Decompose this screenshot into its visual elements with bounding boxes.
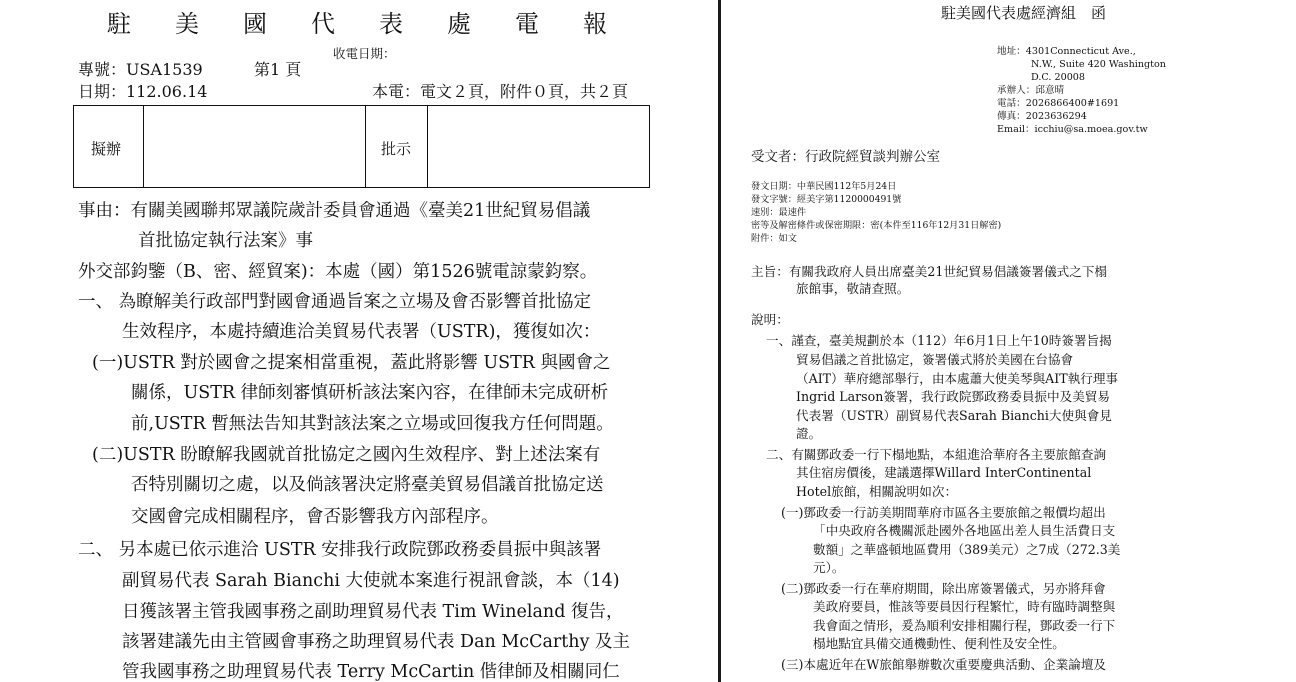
letter-line: (二)鄧政委一行在華府期間，除出席簽署儀式，另亦將拜會 [781,581,1106,596]
letter-line: Hotel旅館，相關說明如次： [796,484,958,499]
letter-line: 二、有關鄧政委一行下榻地點，本組進洽華府各主要旅館查詢 [766,447,1107,462]
letter-line: (三)本處近年在W旅館舉辦數次重要慶典活動、企業論壇及 [781,657,1107,672]
telegram-serial: 專號：USA1539 [78,60,203,79]
address-line: N.W., Suite 420 Washington [1031,59,1166,70]
body-line: 交國會完成相關程序，會否影響我方內部程序。 [131,507,499,527]
letter-line: 我會面之情形，爰為順利安排相關行程，鄧政委一行下 [813,618,1116,633]
letter-line: 「中央政府各機關派赴國外各地區出差人員生活費日支 [813,523,1116,538]
letter-line: 證。 [796,426,822,441]
body-line: 否特別關切之處，以及倘該署決定將臺美貿易倡議首批協定送 [131,475,604,495]
telegram-page-count: 本電：電文２頁，附件０頁，共２頁 [372,82,629,101]
approve-label: 批示 [381,140,412,158]
draft-label: 擬辦 [91,140,122,158]
fax: 傳真：2023636294 [997,111,1087,122]
email: Email：icchiu@sa.moea.gov.tw [997,124,1148,135]
body-line: 副貿易代表 Sarah Bianchi 大使就本案進行視訊會談，本（14) [122,571,620,591]
address-line: D.C. 20008 [1031,72,1086,83]
letter-line: 主旨：有關我政府人員出席臺美21世紀貿易倡議簽署儀式之下榻 [751,264,1108,279]
letter-line: （AIT）華府總部舉行，由本處蕭大使美琴與AIT執行理事 [796,371,1119,386]
body-line: 管我國事務之助理貿易代表 Terry McCartin 偕律師及相關同仁 [122,662,620,682]
letter-title: 駐美國代表處經濟組 函 [940,4,1106,22]
address-line: 地址：4301Connecticut Ave., [997,46,1136,57]
recipient: 受文者：行政院經貿談判辦公室 [751,149,940,165]
letter-line: 其住宿房價後，建議選擇Willard InterContinental [796,465,1092,480]
meta-line: 發文日期：中華民國112年5月24日 [751,181,897,192]
letter-line: 榻地點宜具備交通機動性、便利性及安全性。 [813,636,1065,651]
body-line: 生效程序，本處持續進洽美貿易代表署（USTR)，獲復如次： [122,322,601,342]
body-line: 關係，USTR 律師刻審慎研析該法案內容，在律師未完成研析 [131,383,609,403]
body-line: (二)USTR 盼瞭解我國就首批協定之國內生效程序、對上述法案有 [92,445,601,465]
contact-person: 承辦人：邱意晴 [997,85,1065,96]
meta-line: 密等及解密條件或保密期限：密(本件至116年12月31日解密) [751,220,1002,231]
body-line: 日獲該署主管我國事務之副助理貿易代表 Tim Wineland 復告， [122,602,624,622]
body-line: 外交部鈞鑒（B、密、經貿案)：本處（國）第1526號電諒蒙鈞察。 [78,262,598,282]
body-line: 二、 另本處已依示進洽 USTR 安排我行政院鄧政務委員振中與該署 [78,540,602,560]
telegram-date: 日期：112.06.14 [78,82,208,101]
letter-line: 旅館事，敬請查照。 [796,281,910,296]
letter-line: Ingrid Larson簽署，我行政院鄧政務委員振中及美貿易 [796,389,1110,404]
letter-line: 數額」之華盛頓地區費用（389美元）之7成（272.3美 [813,542,1121,557]
meta-line: 速別：最速件 [751,207,807,218]
meta-line: 附件：如文 [751,233,797,244]
phone: 電話：2026866400#1691 [997,98,1120,109]
body-line: 一、 為瞭解美行政部門對國會通過旨案之立場及會否影響首批協定 [78,292,592,312]
letter-line: 說明： [751,312,789,327]
right-letter-document [721,0,1296,682]
letter-line: 元）。 [813,560,845,575]
approval-box [73,105,650,188]
body-line: (一)USTR 對於國會之提案相當重視，蓋此將影響 USTR 與國會之 [92,353,611,373]
telegram-page: 第1 頁 [254,60,302,79]
received-date-label: 收電日期： [333,46,396,61]
body-line: 前,USTR 暫無法告知其對該法案之立場或回復我方任何問題。 [131,414,614,434]
telegram-title: 駐美國代表處電報 [107,10,651,38]
body-line: 事由：有關美國聯邦眾議院歲計委員會通過《臺美21世紀貿易倡議 [78,201,591,221]
letter-line: 一、謹查，臺美規劃於本（112）年6月1日上午10時簽署旨揭 [766,333,1112,348]
body-line: 該署建議先由主管國會事務之助理貿易代表 Dan McCarthy 及主 [122,632,631,652]
body-line: 首批協定執行法案》事 [138,231,313,251]
letter-line: 貿易倡議之首批協定，簽署儀式將於美國在台協會 [796,352,1074,367]
meta-line: 發文字號：經美字第1120000491號 [751,194,902,205]
letter-line: 美政府要員，惟該等要員因行程繁忙，時有臨時調整與 [813,599,1116,614]
letter-line: (一)鄧政委一行訪美期間華府市區各主要旅館之報價均超出 [781,505,1106,520]
letter-line: 代表署（USTR）副貿易代表Sarah Bianchi大使與會見 [796,408,1112,423]
